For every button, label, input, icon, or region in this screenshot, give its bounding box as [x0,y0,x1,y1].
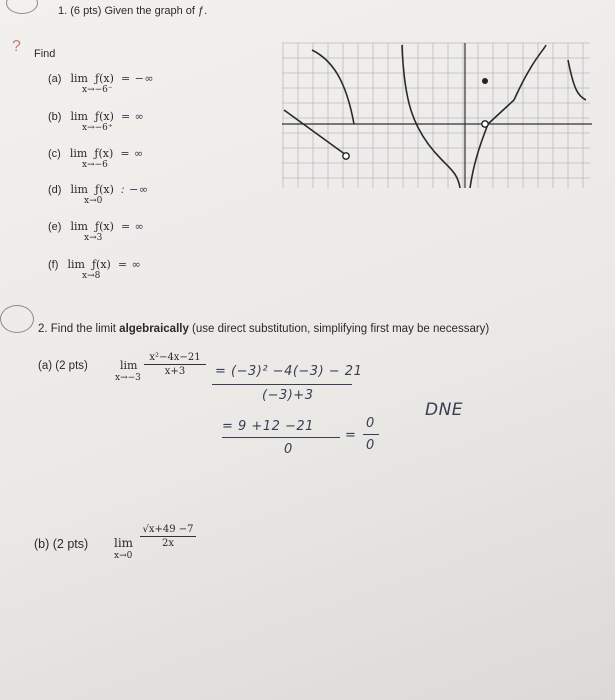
q2a-lim-subscript: x→−3 [115,373,141,383]
lim-text: lim [70,72,88,85]
work-equals: = [345,428,357,443]
q2a-fraction [144,352,206,377]
q2b-label: (b) (2 pts) [34,537,89,551]
q2b-lim: lim [114,536,134,550]
fx-text: ƒ(x) [95,72,114,85]
work-line1-denominator: (−3)+3 [262,388,314,403]
fx-text: ƒ(x) [94,147,114,160]
part-e [48,220,145,243]
part-b [48,110,145,133]
fraction-bar [140,536,196,537]
work-line1-numerator: = (−3)² −4(−3) − 21 [215,364,363,379]
margin-circle-mid [0,305,34,333]
q2-header-pre: 2. Find the limit [38,323,120,335]
q2b-lim-subscript: x→0 [114,551,133,561]
part-answer: = ∞ [120,147,144,160]
work-line2-numerator: = 9 +12 −21 [222,419,314,434]
part-label: (c) [48,148,61,160]
open-circle-left [343,153,349,159]
q2b-numerator: √x+49 −7 [142,524,194,535]
part-answer: = ∞ [117,258,142,271]
margin-mark: ? [12,38,21,55]
q1-header: 1. (6 pts) Given the graph of ƒ. [58,5,208,17]
q2a-denominator: x+3 [164,366,186,377]
lim-subscript: x→8 [82,271,101,281]
lim-subscript: x→3 [84,233,103,243]
part-answer: : −∞ [120,183,149,196]
fraction-bar [144,364,206,365]
graph-curves [284,45,586,188]
q2a-label: (a) (2 pts) [38,360,88,372]
q2a-numerator: x²−4x−21 [149,352,201,363]
part-a [48,72,155,95]
q2-header [38,323,489,335]
lim-text: lim [69,147,88,160]
open-circle-right [482,121,488,127]
part-c [48,147,144,170]
part-answer: = −∞ [120,72,155,85]
q2a-lim: lim [120,359,138,372]
lim-subscript: x→0 [84,196,103,206]
part-answer: = ∞ [120,110,145,123]
fx-text: ƒ(x) [91,258,111,271]
lim-subscript: x→−6⁻ [82,85,113,95]
graph-axes [282,43,592,188]
zero-over-zero-num: 0 [366,416,375,431]
fx-text: ƒ(x) [95,220,114,233]
part-label: (e) [48,221,62,233]
graph-grid [282,43,590,188]
q2a-answer: DNE [425,400,464,420]
part-label: (f) [48,259,59,271]
q2b-fraction [140,524,196,549]
margin-circle-top [6,0,38,14]
fx-text: ƒ(x) [95,183,114,196]
q2b-denominator: 2x [161,538,174,549]
part-label: (b) [48,111,62,123]
work-line2-denominator: 0 [284,442,293,457]
lim-text: lim [70,220,88,233]
part-d [48,183,149,206]
part-f [48,258,142,281]
function-graph [282,40,612,192]
lim-subscript: x→−6⁺ [82,123,113,133]
lim-text: lim [67,258,85,271]
part-label: (d) [48,184,62,196]
fx-text: ƒ(x) [95,110,114,123]
filled-point [482,78,488,84]
zero-over-zero-bar [363,434,379,435]
work-line2-bar [222,437,340,438]
lim-text: lim [70,183,88,196]
work-line1-bar [212,384,352,385]
part-label: (a) [48,73,62,85]
q2-header-bold: algebraically [119,323,189,335]
find-label: Find [34,48,56,60]
zero-over-zero-den: 0 [366,438,375,453]
lim-subscript: x→−6 [82,160,108,170]
part-answer: = ∞ [120,220,145,233]
q2-header-post: (use direct substitution, simplifying first may be necessary) [188,323,490,335]
lim-text: lim [70,110,88,123]
